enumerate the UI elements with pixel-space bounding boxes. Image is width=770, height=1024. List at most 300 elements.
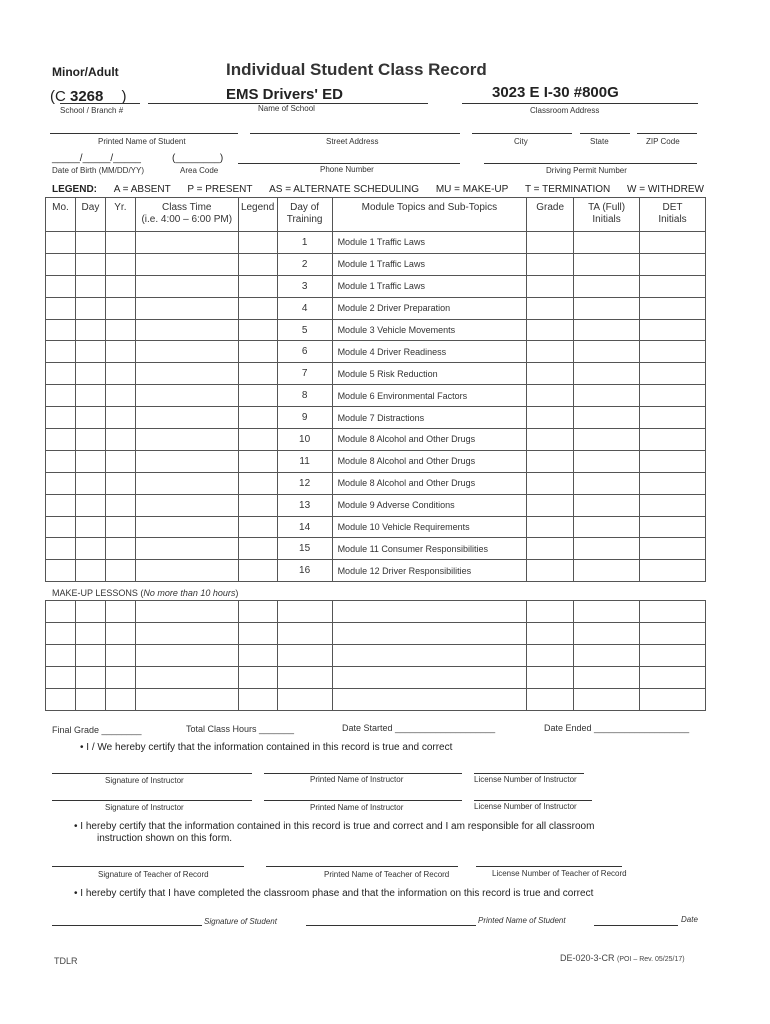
makeup-row bbox=[46, 689, 706, 711]
cell-ta[interactable] bbox=[574, 232, 640, 254]
student-date-line[interactable] bbox=[594, 925, 678, 926]
cell-ta[interactable] bbox=[574, 560, 640, 582]
cell-ta[interactable] bbox=[574, 450, 640, 472]
makeup-cell[interactable] bbox=[238, 623, 277, 645]
class-record-table bbox=[45, 197, 706, 582]
makeup-cell[interactable] bbox=[135, 689, 238, 711]
table-row bbox=[46, 494, 706, 516]
legend-withdrew: W = WITHDREW bbox=[627, 184, 704, 195]
permit-line[interactable] bbox=[484, 163, 697, 164]
instructor-printed-line-2[interactable] bbox=[264, 800, 462, 801]
cell-mo[interactable] bbox=[46, 341, 76, 363]
cell-class-time[interactable] bbox=[135, 253, 238, 275]
makeup-cell[interactable] bbox=[75, 689, 105, 711]
cell-grade[interactable] bbox=[527, 363, 574, 385]
makeup-cell[interactable] bbox=[46, 689, 76, 711]
cell-mo[interactable] bbox=[46, 319, 76, 341]
cell-legend[interactable] bbox=[238, 275, 277, 297]
cell-day-of-training: 1 bbox=[277, 232, 332, 254]
instructor-license-line-1[interactable] bbox=[474, 773, 584, 774]
makeup-cell[interactable] bbox=[640, 601, 706, 623]
cell-class-time[interactable] bbox=[135, 450, 238, 472]
cell-grade[interactable] bbox=[527, 516, 574, 538]
makeup-cell[interactable] bbox=[332, 645, 527, 667]
zip-line[interactable] bbox=[637, 133, 697, 134]
student-statement-text: I hereby certify that I have completed the classroom phase and that the information on this record is true and correct bbox=[80, 888, 594, 899]
makeup-cell[interactable] bbox=[640, 689, 706, 711]
makeup-cell[interactable] bbox=[238, 667, 277, 689]
cell-grade[interactable] bbox=[527, 472, 574, 494]
makeup-row bbox=[46, 623, 706, 645]
cell-yr[interactable] bbox=[105, 450, 135, 472]
cell-class-time[interactable] bbox=[135, 407, 238, 429]
cell-yr[interactable] bbox=[105, 429, 135, 451]
branch-suffix: ) bbox=[121, 88, 127, 105]
cell-legend[interactable] bbox=[238, 560, 277, 582]
makeup-cell[interactable] bbox=[640, 667, 706, 689]
phone-label: Phone Number bbox=[320, 165, 374, 174]
cell-legend[interactable] bbox=[238, 363, 277, 385]
cell-legend[interactable] bbox=[238, 494, 277, 516]
cell-grade[interactable] bbox=[527, 341, 574, 363]
cell-mo[interactable] bbox=[46, 232, 76, 254]
teacher-license-line[interactable] bbox=[476, 866, 622, 867]
table-row bbox=[46, 516, 706, 538]
class-rows bbox=[46, 232, 706, 582]
makeup-cell[interactable] bbox=[574, 667, 640, 689]
cell-day[interactable] bbox=[75, 363, 105, 385]
cell-ta[interactable] bbox=[574, 429, 640, 451]
cell-mo[interactable] bbox=[46, 297, 76, 319]
cell-det[interactable] bbox=[640, 341, 706, 363]
cell-yr[interactable] bbox=[105, 253, 135, 275]
cell-mo[interactable] bbox=[46, 363, 76, 385]
cell-yr[interactable] bbox=[105, 407, 135, 429]
cell-day-of-training: 7 bbox=[277, 363, 332, 385]
student-statement bbox=[74, 888, 593, 899]
makeup-cell[interactable] bbox=[640, 645, 706, 667]
makeup-cell[interactable] bbox=[527, 601, 574, 623]
makeup-cell[interactable] bbox=[46, 623, 76, 645]
student-name-label: Printed Name of Student bbox=[98, 137, 186, 146]
printed-student-label: Printed Name of Student bbox=[478, 916, 566, 925]
cell-det[interactable] bbox=[640, 253, 706, 275]
cell-mo[interactable] bbox=[46, 560, 76, 582]
phone-line[interactable] bbox=[238, 163, 460, 164]
cell-ta[interactable] bbox=[574, 253, 640, 275]
cell-det[interactable] bbox=[640, 232, 706, 254]
makeup-cell[interactable] bbox=[527, 667, 574, 689]
instructor-signature-line-1[interactable] bbox=[52, 773, 252, 774]
makeup-cell[interactable] bbox=[135, 623, 238, 645]
cell-day-of-training: 8 bbox=[277, 385, 332, 407]
cell-legend[interactable] bbox=[238, 297, 277, 319]
makeup-cell[interactable] bbox=[277, 645, 332, 667]
cell-day[interactable] bbox=[75, 429, 105, 451]
makeup-cell[interactable] bbox=[332, 667, 527, 689]
teacher-printed-line[interactable] bbox=[266, 866, 458, 867]
makeup-cell[interactable] bbox=[46, 601, 76, 623]
cell-grade[interactable] bbox=[527, 275, 574, 297]
cell-ta[interactable] bbox=[574, 297, 640, 319]
cell-det[interactable] bbox=[640, 450, 706, 472]
cell-legend[interactable] bbox=[238, 319, 277, 341]
cell-grade[interactable] bbox=[527, 232, 574, 254]
cell-legend[interactable] bbox=[238, 450, 277, 472]
col-class-time-line1: Class Time bbox=[162, 202, 212, 213]
makeup-cell[interactable] bbox=[105, 623, 135, 645]
table-row bbox=[46, 232, 706, 254]
cell-yr[interactable] bbox=[105, 232, 135, 254]
branch-prefix: (C bbox=[50, 88, 66, 105]
makeup-cell[interactable] bbox=[640, 623, 706, 645]
makeup-cell[interactable] bbox=[135, 667, 238, 689]
legend-present: P = PRESENT bbox=[187, 184, 253, 195]
makeup-cell[interactable] bbox=[332, 601, 527, 623]
cell-yr[interactable] bbox=[105, 341, 135, 363]
cell-det[interactable] bbox=[640, 275, 706, 297]
cell-det[interactable] bbox=[640, 560, 706, 582]
col-legend: Legend bbox=[238, 198, 277, 232]
cell-det[interactable] bbox=[640, 297, 706, 319]
cell-topic: Module 1 Traffic Laws bbox=[332, 232, 527, 254]
cell-class-time[interactable] bbox=[135, 560, 238, 582]
cell-class-time[interactable] bbox=[135, 429, 238, 451]
area-code-field[interactable]: (________) bbox=[172, 153, 224, 164]
cell-mo[interactable] bbox=[46, 538, 76, 560]
cell-class-time[interactable] bbox=[135, 341, 238, 363]
cell-mo[interactable] bbox=[46, 385, 76, 407]
cell-class-time[interactable] bbox=[135, 472, 238, 494]
teacher-statement-line1: I hereby certify that the information contained in this record is true and correct and I am responsible for all classroom bbox=[80, 821, 595, 832]
makeup-cell[interactable] bbox=[238, 601, 277, 623]
cell-det[interactable] bbox=[640, 494, 706, 516]
cell-grade[interactable] bbox=[527, 494, 574, 516]
cell-day[interactable] bbox=[75, 232, 105, 254]
makeup-cell[interactable] bbox=[238, 645, 277, 667]
cell-grade[interactable] bbox=[527, 297, 574, 319]
legend-makeup: MU = MAKE-UP bbox=[435, 184, 509, 195]
cell-day[interactable] bbox=[75, 472, 105, 494]
cell-ta[interactable] bbox=[574, 472, 640, 494]
cell-det[interactable] bbox=[640, 385, 706, 407]
makeup-table bbox=[45, 600, 706, 711]
cell-class-time[interactable] bbox=[135, 319, 238, 341]
student-printed-line[interactable] bbox=[306, 925, 476, 926]
cell-mo[interactable] bbox=[46, 253, 76, 275]
city-line[interactable] bbox=[472, 133, 572, 134]
sig-instructor-label-2: Signature of Instructor bbox=[105, 803, 184, 812]
instructor-printed-line-1[interactable] bbox=[264, 773, 462, 774]
cell-legend[interactable] bbox=[238, 516, 277, 538]
cell-legend[interactable] bbox=[238, 429, 277, 451]
cell-day[interactable] bbox=[75, 319, 105, 341]
cell-day[interactable] bbox=[75, 516, 105, 538]
makeup-cell[interactable] bbox=[105, 689, 135, 711]
col-ta-initials bbox=[574, 198, 640, 232]
cell-class-time[interactable] bbox=[135, 538, 238, 560]
makeup-cell[interactable] bbox=[277, 623, 332, 645]
street-label: Street Address bbox=[326, 137, 379, 146]
col-day-of-line1: Day of bbox=[290, 202, 320, 213]
cell-legend[interactable] bbox=[238, 385, 277, 407]
teacher-statement-line2: instruction shown on this form. bbox=[97, 833, 233, 844]
cell-det[interactable] bbox=[640, 319, 706, 341]
cell-ta[interactable] bbox=[574, 319, 640, 341]
cell-day-of-training: 11 bbox=[277, 450, 332, 472]
cell-legend[interactable] bbox=[238, 253, 277, 275]
makeup-cell[interactable] bbox=[574, 689, 640, 711]
makeup-cell[interactable] bbox=[277, 667, 332, 689]
makeup-cell[interactable] bbox=[277, 601, 332, 623]
cell-ta[interactable] bbox=[574, 385, 640, 407]
table-row bbox=[46, 297, 706, 319]
category-label: Minor/Adult bbox=[52, 65, 119, 79]
col-day-of-line2: Training bbox=[286, 214, 323, 225]
makeup-cell[interactable] bbox=[574, 623, 640, 645]
cell-yr[interactable] bbox=[105, 560, 135, 582]
dob-field[interactable]: _____/_____/_____ bbox=[52, 153, 141, 164]
cell-day[interactable] bbox=[75, 560, 105, 582]
cell-ta[interactable] bbox=[574, 516, 640, 538]
cell-day[interactable] bbox=[75, 341, 105, 363]
page-title: Individual Student Class Record bbox=[226, 60, 487, 79]
cell-det[interactable] bbox=[640, 363, 706, 385]
cell-topic: Module 2 Driver Preparation bbox=[332, 297, 527, 319]
cell-class-time[interactable] bbox=[135, 275, 238, 297]
cell-mo[interactable] bbox=[46, 429, 76, 451]
makeup-cell[interactable] bbox=[527, 689, 574, 711]
makeup-heading bbox=[52, 588, 238, 598]
makeup-row bbox=[46, 667, 706, 689]
cell-yr[interactable] bbox=[105, 319, 135, 341]
cell-topic: Module 3 Vehicle Movements bbox=[332, 319, 527, 341]
makeup-cell[interactable] bbox=[75, 623, 105, 645]
cell-yr[interactable] bbox=[105, 297, 135, 319]
date-label: Date bbox=[681, 915, 698, 924]
legend-label: LEGEND: bbox=[52, 184, 97, 195]
makeup-cell[interactable] bbox=[75, 645, 105, 667]
cell-grade[interactable] bbox=[527, 385, 574, 407]
license-instructor-label-1: License Number of Instructor bbox=[474, 775, 577, 784]
student-signature-line[interactable] bbox=[52, 925, 202, 926]
cell-yr[interactable] bbox=[105, 275, 135, 297]
branch-label: School / Branch # bbox=[60, 106, 124, 115]
cell-day-of-training: 16 bbox=[277, 560, 332, 582]
col-det-line2: Initials bbox=[658, 214, 687, 225]
cell-det[interactable] bbox=[640, 538, 706, 560]
cell-mo[interactable] bbox=[46, 450, 76, 472]
makeup-row bbox=[46, 601, 706, 623]
cell-ta[interactable] bbox=[574, 363, 640, 385]
cell-grade[interactable] bbox=[527, 538, 574, 560]
cell-ta[interactable] bbox=[574, 494, 640, 516]
cell-grade[interactable] bbox=[527, 253, 574, 275]
cell-day-of-training: 10 bbox=[277, 429, 332, 451]
cell-class-time[interactable] bbox=[135, 385, 238, 407]
cell-yr[interactable] bbox=[105, 494, 135, 516]
cell-topic: Module 1 Traffic Laws bbox=[332, 275, 527, 297]
makeup-cell[interactable] bbox=[105, 667, 135, 689]
col-det-line1: DET bbox=[662, 202, 683, 213]
makeup-rows bbox=[46, 601, 706, 711]
makeup-close: ) bbox=[235, 588, 239, 598]
agency-label: TDLR bbox=[54, 956, 78, 966]
date-started-field[interactable]: Date Started ____________________ bbox=[342, 723, 496, 733]
cell-day[interactable] bbox=[75, 407, 105, 429]
bullet-icon: • bbox=[80, 742, 84, 753]
form-revision: (POI – Rev. 05/25/17) bbox=[617, 956, 685, 963]
cell-day-of-training: 3 bbox=[277, 275, 332, 297]
makeup-cell[interactable] bbox=[574, 601, 640, 623]
cell-day-of-training: 15 bbox=[277, 538, 332, 560]
instructor-signature-line-2[interactable] bbox=[52, 800, 252, 801]
cell-mo[interactable] bbox=[46, 472, 76, 494]
teacher-statement bbox=[74, 821, 594, 832]
address-label: Classroom Address bbox=[530, 106, 600, 115]
cell-topic: Module 4 Driver Readiness bbox=[332, 341, 527, 363]
cell-day[interactable] bbox=[75, 385, 105, 407]
cell-det[interactable] bbox=[640, 516, 706, 538]
cell-day-of-training: 4 bbox=[277, 297, 332, 319]
branch-number: 3268 bbox=[70, 88, 104, 105]
cell-day[interactable] bbox=[75, 297, 105, 319]
col-ta-line1: TA (Full) bbox=[588, 202, 626, 213]
school-label: Name of School bbox=[258, 104, 315, 113]
cell-det[interactable] bbox=[640, 429, 706, 451]
cell-class-time[interactable] bbox=[135, 494, 238, 516]
cell-class-time[interactable] bbox=[135, 363, 238, 385]
cell-day-of-training: 6 bbox=[277, 341, 332, 363]
cell-mo[interactable] bbox=[46, 516, 76, 538]
makeup-cell[interactable] bbox=[277, 689, 332, 711]
cell-legend[interactable] bbox=[238, 472, 277, 494]
cell-legend[interactable] bbox=[238, 232, 277, 254]
cell-legend[interactable] bbox=[238, 407, 277, 429]
makeup-cell[interactable] bbox=[238, 689, 277, 711]
makeup-cell[interactable] bbox=[46, 667, 76, 689]
col-mo: Mo. bbox=[46, 198, 76, 232]
cell-ta[interactable] bbox=[574, 341, 640, 363]
cell-day[interactable] bbox=[75, 450, 105, 472]
school-name-value: EMS Drivers' ED bbox=[226, 86, 343, 103]
dob-label: Date of Birth (MM/DD/YY) bbox=[52, 166, 145, 175]
permit-label: Driving Permit Number bbox=[546, 166, 627, 175]
cell-day[interactable] bbox=[75, 538, 105, 560]
cell-day[interactable] bbox=[75, 494, 105, 516]
makeup-cell[interactable] bbox=[75, 667, 105, 689]
cell-topic: Module 8 Alcohol and Other Drugs bbox=[332, 429, 527, 451]
makeup-cell[interactable] bbox=[332, 623, 527, 645]
cell-day-of-training: 5 bbox=[277, 319, 332, 341]
col-class-time bbox=[135, 198, 238, 232]
cell-yr[interactable] bbox=[105, 385, 135, 407]
table-row bbox=[46, 319, 706, 341]
cell-topic: Module 5 Risk Reduction bbox=[332, 363, 527, 385]
cell-legend[interactable] bbox=[238, 341, 277, 363]
cell-grade[interactable] bbox=[527, 450, 574, 472]
date-ended-field[interactable]: Date Ended ___________________ bbox=[544, 723, 690, 733]
table-row bbox=[46, 560, 706, 582]
cell-mo[interactable] bbox=[46, 494, 76, 516]
cell-grade[interactable] bbox=[527, 319, 574, 341]
cell-legend[interactable] bbox=[238, 538, 277, 560]
form-number-text: DE-020-3-CR bbox=[560, 953, 615, 963]
state-line[interactable] bbox=[580, 133, 630, 134]
cell-ta[interactable] bbox=[574, 538, 640, 560]
cell-mo[interactable] bbox=[46, 407, 76, 429]
cell-topic: Module 11 Consumer Responsibilities bbox=[332, 538, 527, 560]
cell-day[interactable] bbox=[75, 253, 105, 275]
teacher-signature-line[interactable] bbox=[52, 866, 244, 867]
sig-teacher-label: Signature of Teacher of Record bbox=[98, 870, 209, 879]
makeup-cell[interactable] bbox=[46, 645, 76, 667]
cell-grade[interactable] bbox=[527, 407, 574, 429]
table-row bbox=[46, 407, 706, 429]
cell-det[interactable] bbox=[640, 472, 706, 494]
instructor-license-line-2[interactable] bbox=[474, 800, 592, 801]
cell-yr[interactable] bbox=[105, 538, 135, 560]
cell-class-time[interactable] bbox=[135, 297, 238, 319]
cell-yr[interactable] bbox=[105, 363, 135, 385]
cell-ta[interactable] bbox=[574, 407, 640, 429]
makeup-cell[interactable] bbox=[574, 645, 640, 667]
cell-yr[interactable] bbox=[105, 516, 135, 538]
cell-grade[interactable] bbox=[527, 429, 574, 451]
bullet-icon: • bbox=[74, 821, 78, 832]
form-number bbox=[560, 953, 685, 963]
makeup-cell[interactable] bbox=[105, 645, 135, 667]
student-name-line[interactable] bbox=[50, 133, 238, 134]
makeup-cell[interactable] bbox=[135, 601, 238, 623]
col-class-time-line2: (i.e. 4:00 – 6:00 PM) bbox=[141, 214, 233, 225]
col-yr: Yr. bbox=[105, 198, 135, 232]
cell-day[interactable] bbox=[75, 275, 105, 297]
cell-ta[interactable] bbox=[574, 275, 640, 297]
cell-topic: Module 6 Environmental Factors bbox=[332, 385, 527, 407]
makeup-cell[interactable] bbox=[105, 601, 135, 623]
makeup-cell[interactable] bbox=[75, 601, 105, 623]
makeup-cell[interactable] bbox=[527, 645, 574, 667]
sig-instructor-label-1: Signature of Instructor bbox=[105, 776, 184, 785]
cell-yr[interactable] bbox=[105, 472, 135, 494]
cell-topic: Module 1 Traffic Laws bbox=[332, 253, 527, 275]
cell-grade[interactable] bbox=[527, 560, 574, 582]
street-line[interactable] bbox=[250, 133, 460, 134]
table-row bbox=[46, 253, 706, 275]
cell-topic: Module 7 Distractions bbox=[332, 407, 527, 429]
cell-mo[interactable] bbox=[46, 275, 76, 297]
cell-det[interactable] bbox=[640, 407, 706, 429]
state-label: State bbox=[590, 137, 609, 146]
makeup-cell[interactable] bbox=[135, 645, 238, 667]
makeup-note: No more than 10 hours bbox=[143, 588, 236, 598]
makeup-cell[interactable] bbox=[332, 689, 527, 711]
cell-class-time[interactable] bbox=[135, 516, 238, 538]
final-grade-field[interactable]: Final Grade ________ bbox=[52, 725, 142, 735]
cell-topic: Module 8 Alcohol and Other Drugs bbox=[332, 450, 527, 472]
bullet-icon: • bbox=[74, 888, 78, 899]
cell-day-of-training: 9 bbox=[277, 407, 332, 429]
col-day-of-training bbox=[277, 198, 332, 232]
cell-class-time[interactable] bbox=[135, 232, 238, 254]
col-topics: Module Topics and Sub-Topics bbox=[332, 198, 527, 232]
zip-label: ZIP Code bbox=[646, 137, 680, 146]
total-hours-field[interactable]: Total Class Hours _______ bbox=[186, 724, 295, 734]
table-row bbox=[46, 385, 706, 407]
instructor-statement-text: I / We hereby certify that the information contained in this record is true and correct bbox=[86, 742, 453, 753]
makeup-cell[interactable] bbox=[527, 623, 574, 645]
